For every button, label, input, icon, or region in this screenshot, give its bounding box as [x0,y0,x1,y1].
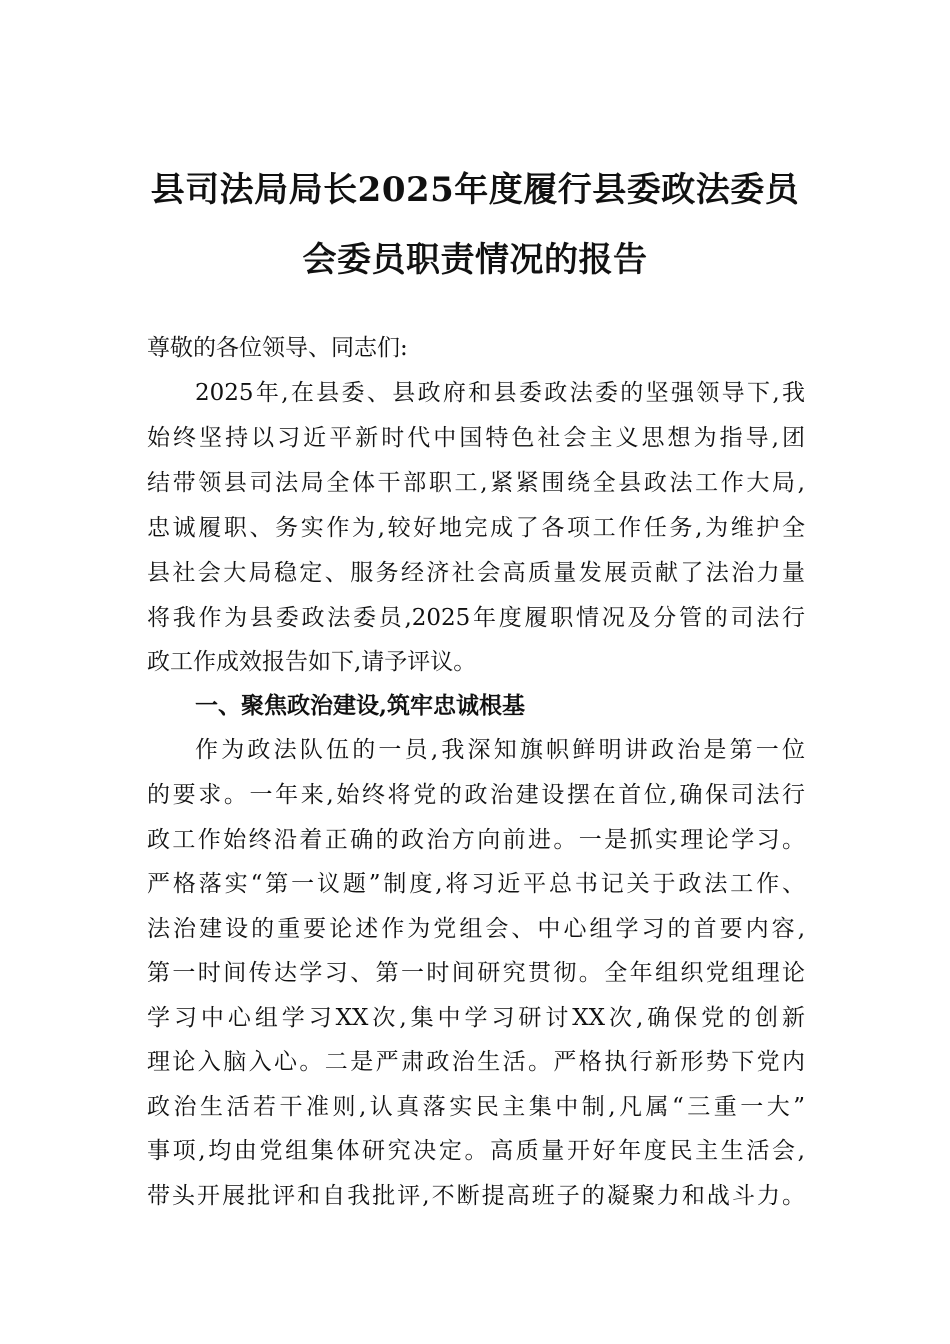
paragraph-line: 政工作成效报告如下,请予评议。 [147,649,477,675]
paragraph-line: 法治建设的重要论述作为党组会、中心组学习的首要内容, [147,916,805,942]
paragraph-line: 作为政法队伍的一员,我深知旗帜鲜明讲政治是第一位 [195,737,805,763]
paragraph-line: 理论入脑入心。二是严肃政治生活。严格执行新形势下党内 [147,1049,805,1075]
document-title-line-1: 县司法局局长2025年度履行县委政法委员 [150,170,800,210]
paragraph-line: 忠诚履职、务实作为,较好地完成了各项工作任务,为维护全 [147,515,805,541]
salutation: 尊敬的各位领导、同志们: [147,335,408,361]
paragraph-line: 事项,均由党组集体研究决定。高质量开好年度民主生活会, [147,1138,805,1164]
paragraph-line: 2025年,在县委、县政府和县委政法委的坚强领导下,我 [195,380,805,406]
document-title-line-2: 会委员职责情况的报告 [302,240,648,280]
paragraph-line: 学习中心组学习XX次,集中学习研讨XX次,确保党的创新 [147,1005,805,1031]
paragraph-line: 第一时间传达学习、第一时间研究贯彻。全年组织党组理论 [147,960,805,986]
paragraph-line: 始终坚持以习近平新时代中国特色社会主义思想为指导,团 [147,425,805,451]
paragraph-line: 严格落实“第一议题”制度,将习近平总书记关于政法工作、 [147,871,805,897]
paragraph-line: 县社会大局稳定、服务经济社会高质量发展贡献了法治力量 [147,560,805,586]
paragraph-line: 带头开展批评和自我批评,不断提高班子的凝聚力和战斗力。 [147,1183,805,1209]
paragraph-line: 结带领县司法局全体干部职工,紧紧围绕全县政法工作大局, [147,470,805,496]
paragraph-line: 政治生活若干准则,认真落实民主集中制,凡属“三重一大” [147,1094,805,1120]
paragraph-line: 将我作为县委政法委员,2025年度履职情况及分管的司法行 [147,605,805,631]
paragraph-line: 政工作始终沿着正确的政治方向前进。一是抓实理论学习。 [147,827,805,853]
section-heading: 一、聚焦政治建设,筑牢忠诚根基 [195,692,526,719]
paragraph-line: 的要求。一年来,始终将党的政治建设摆在首位,确保司法行 [147,782,805,808]
